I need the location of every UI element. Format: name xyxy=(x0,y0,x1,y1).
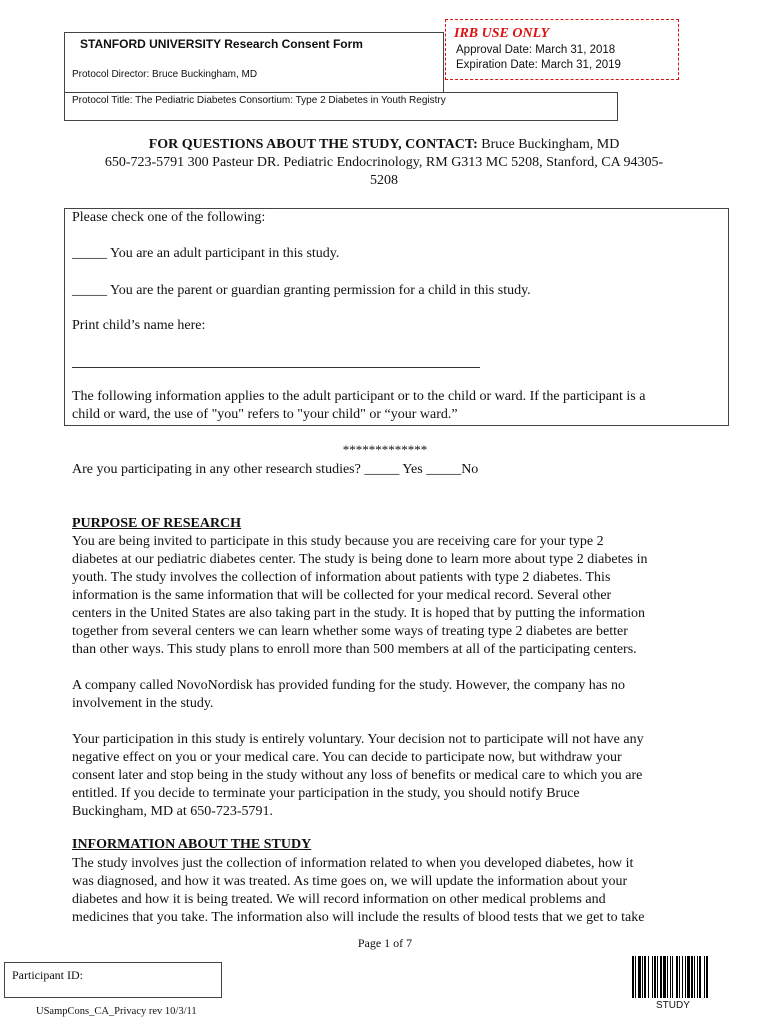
text-line: youth. The study involves the collection of information about patients with type 2 diabetes. This xyxy=(72,570,611,585)
applies-note-line2: child or ward, the use of "you" refers to "your child" or “your ward.” xyxy=(72,407,458,422)
text-line: A company called NovoNordisk has provided funding for the study. However, the company has no xyxy=(72,678,625,693)
text-line: together from several centers we can learn whether some ways of treating type 2 diabetes are better xyxy=(72,624,628,639)
check-intro: Please check one of the following: xyxy=(72,210,266,225)
text-line: diabetes at our pediatric diabetes center. The study is being done to learn more about type 2 diabetes in xyxy=(72,552,648,567)
irb-approval-date: Approval Date: March 31, 2018 xyxy=(456,44,616,56)
participant-id-label: Participant ID: xyxy=(12,968,83,982)
text-line: negative effect on you or your medical care. You can decide to participate now, but withdraw your xyxy=(72,750,622,765)
info-paragraph-1 xyxy=(72,855,702,927)
barcode-label: STUDY xyxy=(656,1000,690,1011)
barcode-bar xyxy=(706,956,708,998)
purpose-heading: PURPOSE OF RESEARCH xyxy=(72,516,242,531)
contact-name: Bruce Buckingham, MD xyxy=(477,137,620,152)
option-adult-participant[interactable]: _____ You are an adult participant in this study. xyxy=(72,246,340,261)
text-line: diabetes and how it is being treated. We will record information on other medical problems and xyxy=(72,892,606,907)
text-line: medicines that you take. The information also will include the results of blood tests that we get to take xyxy=(72,910,645,925)
applies-note-line1: The following information applies to the adult participant or to the child or ward. If the participant is a xyxy=(72,389,646,404)
protocol-director: Protocol Director: Bruce Buckingham, MD xyxy=(72,69,258,80)
contact-address-line: 650-723-5791 300 Pasteur DR. Pediatric Endocrinology, RM G313 MC 5208, Stanford, CA 94305- xyxy=(104,155,664,170)
purpose-paragraph-1 xyxy=(72,533,702,659)
irb-title: IRB USE ONLY xyxy=(454,26,550,41)
contact-block xyxy=(64,136,704,190)
purpose-paragraph-2 xyxy=(72,677,702,713)
other-studies-question[interactable]: Are you participating in any other research studies? _____ Yes _____No xyxy=(72,462,479,477)
purpose-paragraph-3 xyxy=(72,731,702,821)
text-line: information is the same information that will be collected for your medical record. Several other xyxy=(72,588,612,603)
child-name-label: Print child’s name here: xyxy=(72,318,206,333)
page-number: Page 1 of 7 xyxy=(357,936,413,950)
separator: ************* xyxy=(342,442,428,457)
text-line: The study involves just the collection of information related to when you developed diabetes, how it xyxy=(72,856,634,871)
text-line: consent later and stop being in the study without any loss of benefits or medical care to which you are xyxy=(72,768,643,783)
child-name-field[interactable] xyxy=(72,367,480,368)
form-title: STANFORD UNIVERSITY Research Consent Form xyxy=(80,37,363,51)
text-line: than other ways. This study plans to enroll more than 500 members at all of the participating centers. xyxy=(72,642,637,657)
info-heading: INFORMATION ABOUT THE STUDY xyxy=(72,837,312,852)
text-line: involvement in the study. xyxy=(72,696,214,711)
protocol-title: Protocol Title: The Pediatric Diabetes Consortium: Type 2 Diabetes in Youth Registry xyxy=(72,95,446,106)
text-line: centers in the United States are also taking part in the study. It is hoped that by putting the information xyxy=(72,606,645,621)
text-line: was diagnosed, and how it was treated. As time goes on, we will update the information about your xyxy=(72,874,628,889)
irb-expiration-date: Expiration Date: March 31, 2019 xyxy=(456,59,621,71)
text-line: Buckingham, MD at 650-723-5791. xyxy=(72,804,274,819)
contact-label: FOR QUESTIONS ABOUT THE STUDY, CONTACT: xyxy=(148,137,478,152)
barcode xyxy=(632,956,756,998)
text-line: You are being invited to participate in this study because you are receiving care for your type 2 xyxy=(72,534,604,549)
contact-address-zip: 5208 xyxy=(370,173,398,188)
revision-label: USampCons_CA_Privacy rev 10/3/11 xyxy=(36,1006,197,1017)
text-line: entitled. If you decide to terminate your participation in the study, you should notify Bruce xyxy=(72,786,580,801)
option-parent-guardian[interactable]: _____ You are the parent or guardian granting permission for a child in this study. xyxy=(72,283,531,298)
text-line: Your participation in this study is entirely voluntary. Your decision not to participate will not have any xyxy=(72,732,644,747)
